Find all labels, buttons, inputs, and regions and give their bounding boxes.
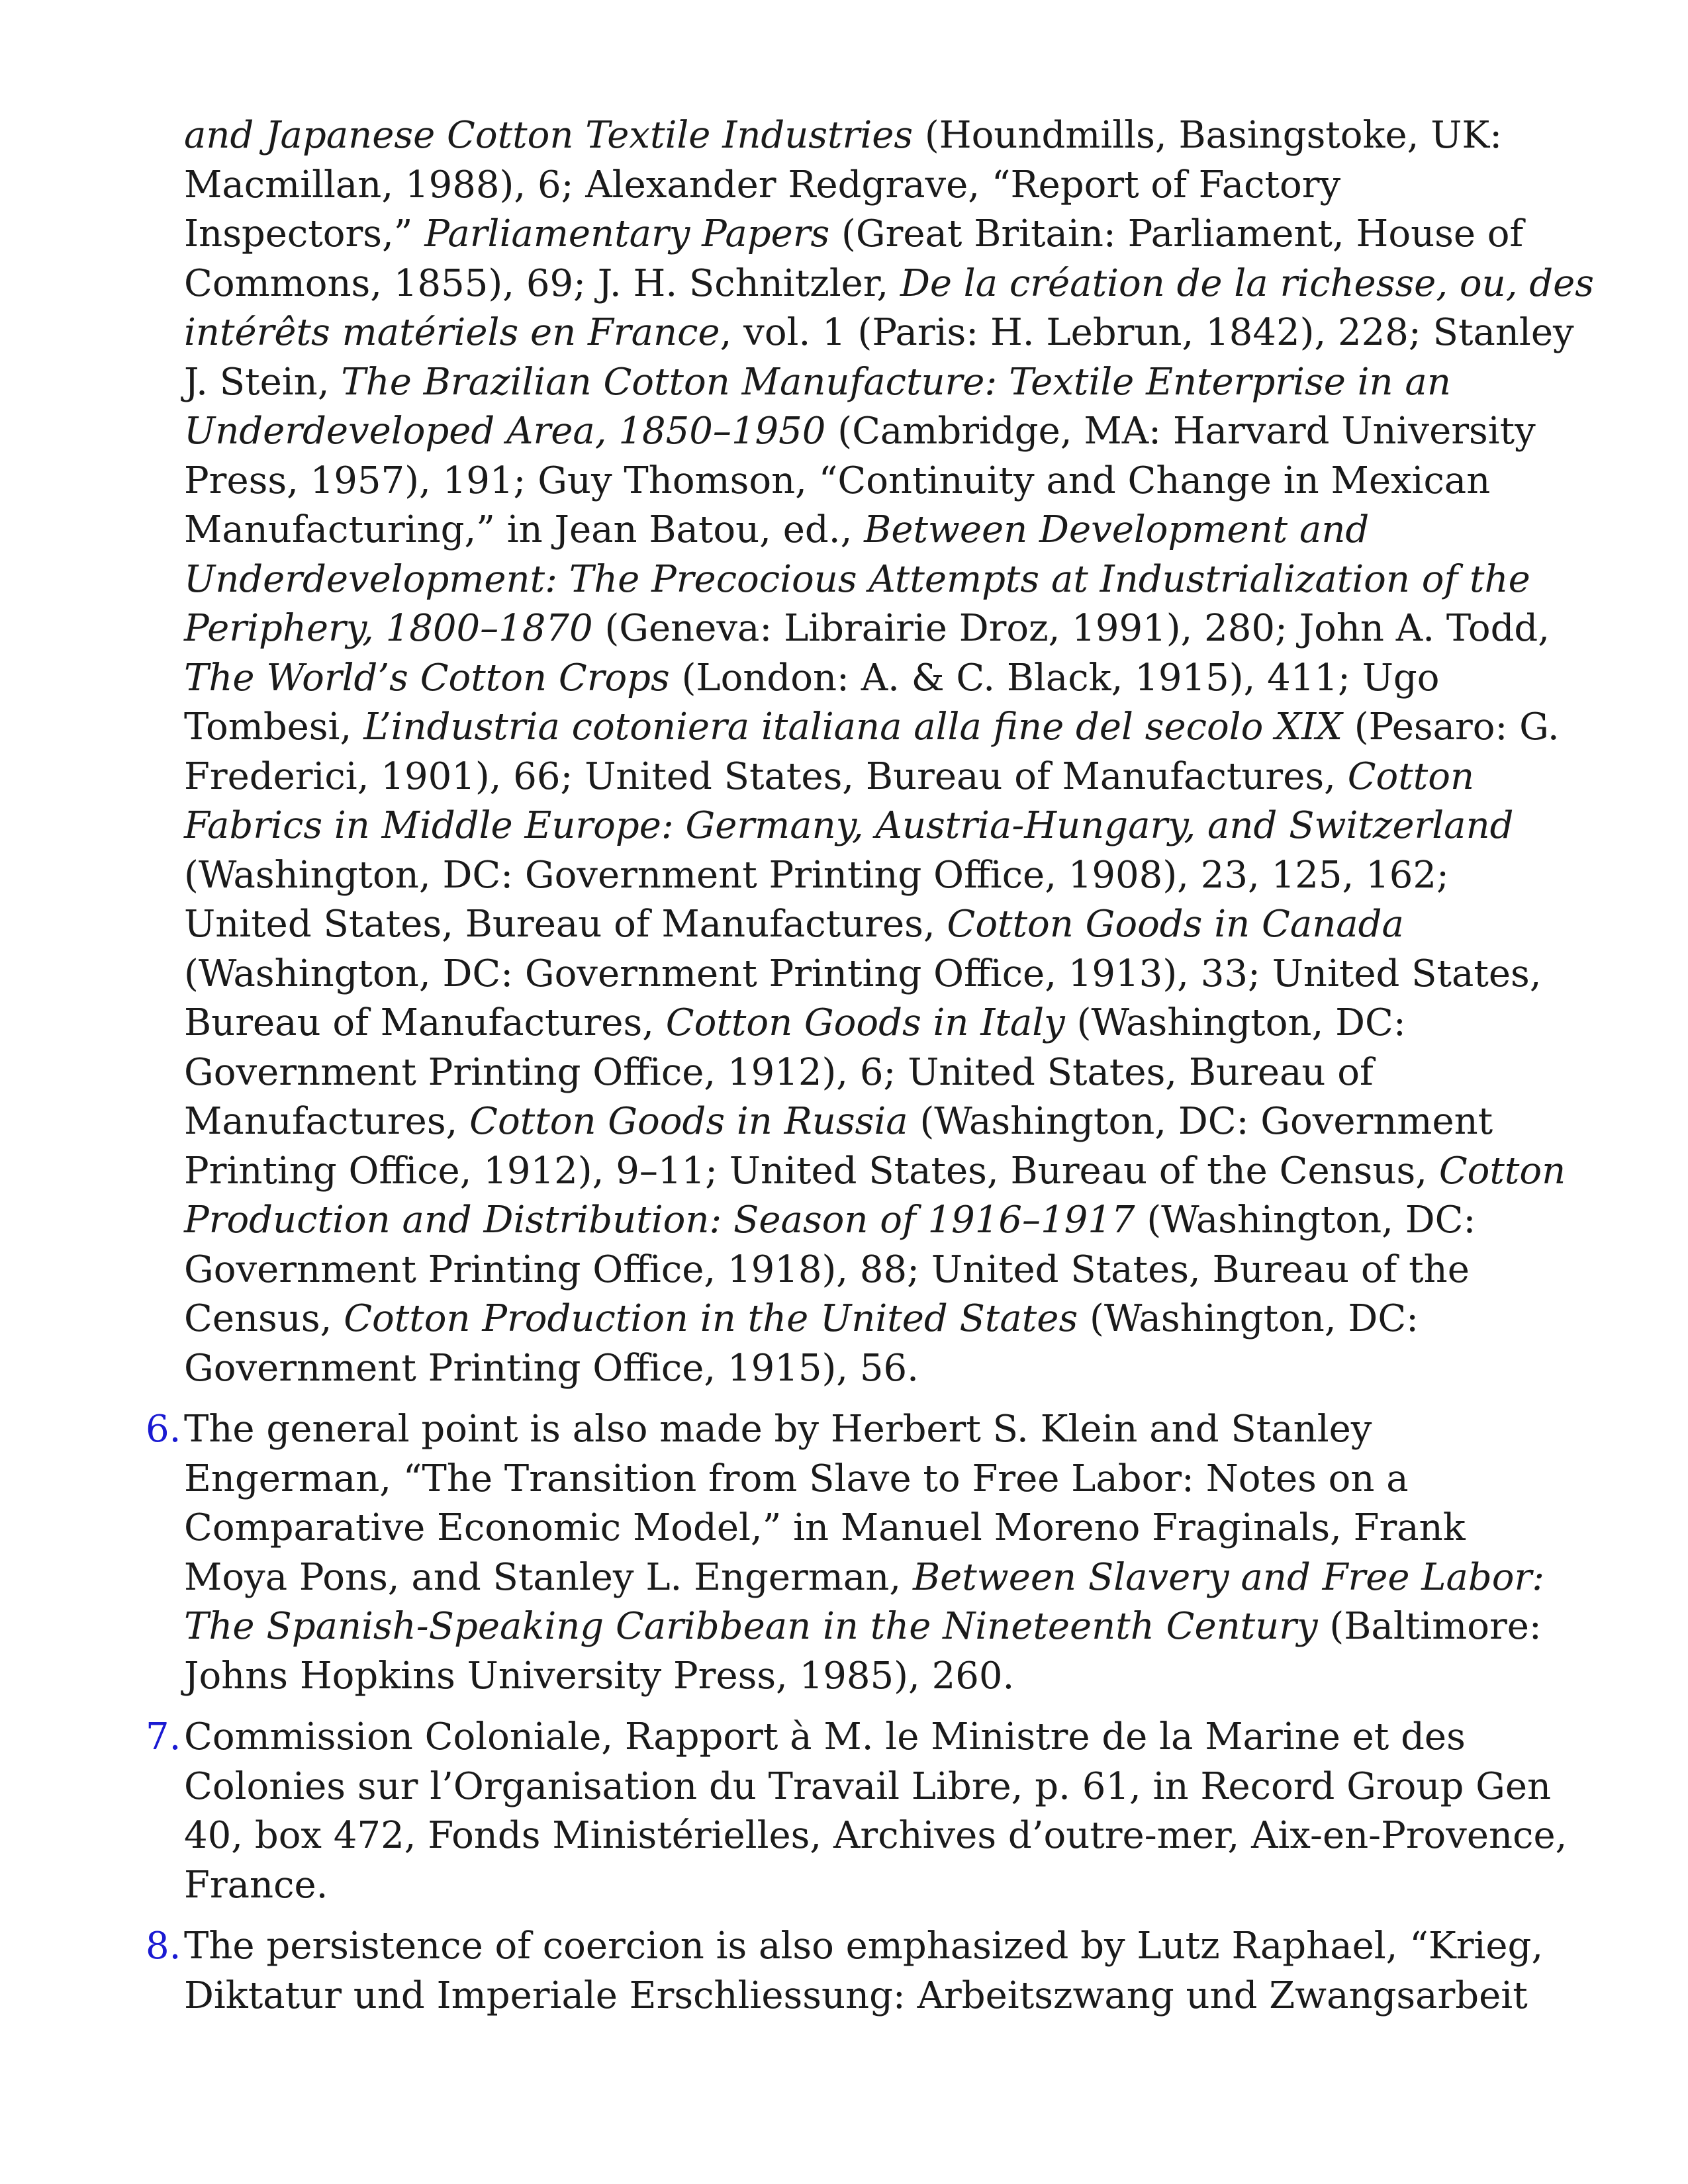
text-line	[184, 506, 1548, 555]
text-line	[184, 1048, 1548, 1098]
italic-title-text: De la création de la richesse, ou, des	[900, 261, 1595, 305]
text-run: (Washington, DC:	[1135, 1199, 1476, 1242]
endnote-continued	[184, 111, 1595, 1393]
text-run: Inspectors,”	[184, 212, 425, 255]
endnote-7	[146, 1713, 1568, 1910]
text-line	[184, 308, 1574, 358]
text-run: (London: A. & C. Black, 1915), 411; Ugo	[669, 656, 1440, 700]
text-line	[184, 703, 1560, 752]
italic-title-text: The World’s Cotton Crops	[184, 656, 670, 700]
text-line	[184, 801, 1548, 851]
text-line	[184, 1504, 1548, 1553]
text-run: France.	[184, 1863, 328, 1907]
text-line	[184, 407, 1548, 457]
endnote-8	[146, 1922, 1548, 2021]
text-line	[184, 457, 1548, 506]
text-run: Printing Office, 1912), 9–11; United States, Bureau of the Census,	[184, 1149, 1439, 1193]
text-run: Commons, 1855), 69; J. H. Schnitzler,	[184, 261, 900, 305]
italic-title-text: Cotton Goods in Canada	[947, 903, 1404, 946]
text-line	[184, 555, 1548, 605]
text-run: J. Stein,	[184, 360, 342, 404]
italic-title-text: Parliamentary Papers	[424, 212, 830, 255]
text-run: Engerman, “The Transition from Slave to Free Labor: Notes on a	[184, 1457, 1409, 1500]
text-line	[184, 604, 1548, 654]
italic-title-text: Between Development and	[864, 508, 1370, 551]
text-run: 40, box 472, Fonds Ministérielles, Archives d’outre-mer, Aix-en-Provence,	[184, 1814, 1568, 1857]
text-line	[184, 1344, 1548, 1394]
italic-title-text: L’industria cotoniera italiana alla fine del secolo XIX	[363, 705, 1342, 749]
text-run: Moya Pons, and Stanley L. Engerman,	[184, 1555, 913, 1599]
text-run: , vol. 1 (Paris: H. Lebrun, 1842), 228; Stanley	[720, 311, 1574, 354]
italic-title-text: and Japanese Cotton Textile Industries	[184, 114, 914, 157]
text-line	[184, 1147, 1566, 1197]
text-run: Bureau of Manufactures,	[184, 1001, 666, 1044]
text-run: (Washington, DC:	[1064, 1001, 1406, 1044]
text-run: Government Printing Office, 1918), 88; United States, Bureau of the	[184, 1248, 1470, 1291]
italic-title-text: Between Slavery and Free Labor:	[912, 1555, 1545, 1599]
text-line	[184, 1861, 1548, 1911]
text-run: (Washington, DC: Government Printing Office, 1908), 23, 125, 162;	[184, 853, 1449, 897]
italic-title-text: Cotton Goods in Russia	[469, 1100, 908, 1143]
text-line	[184, 950, 1548, 999]
text-run: Diktatur und Imperiale Erschliessung: Arbeitszwang und Zwangsarbeit	[184, 1974, 1528, 2017]
text-line	[184, 1652, 1548, 1702]
text-run: (Great Britain: Parliament, House of	[829, 212, 1524, 255]
text-line	[184, 654, 1548, 704]
italic-title-text: Production and Distribution: Season of 1916–1917	[184, 1199, 1135, 1242]
italic-title-text: Cotton Goods in Italy	[665, 1001, 1065, 1044]
endnotes-list	[146, 111, 1595, 2032]
text-run: Comparative Economic Model,” in Manuel Moreno Fraginals, Frank	[184, 1506, 1466, 1549]
text-line	[184, 1553, 1548, 1603]
text-run: Press, 1957), 191; Guy Thomson, “Continuity and Change in Mexican	[184, 459, 1491, 502]
text-run: Government Printing Office, 1915), 56.	[184, 1346, 919, 1390]
text-line	[184, 111, 1548, 161]
text-run: Colonies sur l’Organisation du Travail Libre, p. 61, in Record Group Gen	[184, 1764, 1552, 1808]
text-line	[184, 1972, 1548, 2021]
endnote-number-link[interactable]: 8.	[146, 1925, 181, 1968]
italic-title-text: intérêts matériels en France	[184, 311, 720, 354]
text-run: Frederici, 1901), 66; United States, Bureau of Manufactures,	[184, 754, 1348, 798]
text-run: (Washington, DC: Government	[908, 1100, 1493, 1143]
italic-title-text: Cotton	[1347, 754, 1475, 798]
text-run: (Cambridge, MA: Harvard University	[825, 410, 1536, 453]
text-line	[184, 1602, 1548, 1652]
text-run: United States, Bureau of Manufactures,	[184, 903, 947, 946]
text-line	[184, 1713, 1548, 1762]
text-run: Macmillan, 1988), 6; Alexander Redgrave, “Report of Factory	[184, 163, 1341, 206]
text-run: Johns Hopkins University Press, 1985), 260.	[184, 1654, 1015, 1698]
italic-title-text: Periphery, 1800–1870	[184, 607, 593, 650]
text-run: Census,	[184, 1297, 344, 1340]
text-line	[184, 752, 1548, 802]
italic-title-text: The Brazilian Cotton Manufacture: Textile Enterprise in an	[341, 360, 1451, 404]
text-run: (Baltimore:	[1317, 1605, 1542, 1648]
text-run: The general point is also made by Herbert S. Klein and Stanley	[184, 1408, 1372, 1451]
text-line	[184, 161, 1548, 210]
endnote-number-link[interactable]: 7.	[146, 1715, 181, 1758]
text-line	[184, 1196, 1548, 1246]
text-line	[184, 999, 1548, 1048]
text-line	[184, 851, 1548, 901]
text-line	[184, 1295, 1548, 1344]
text-line	[184, 1811, 1568, 1861]
italic-title-text: The Spanish-Speaking Caribbean in the Nineteenth Century	[184, 1605, 1318, 1648]
text-run: Commission Coloniale, Rapport à M. le Ministre de la Marine et des	[184, 1715, 1466, 1758]
text-line	[184, 1922, 1548, 1972]
text-run: Manufactures,	[184, 1100, 470, 1143]
text-run: Manufacturing,” in Jean Batou, ed.,	[184, 508, 865, 551]
text-line	[184, 900, 1548, 950]
text-run: (Pesaro: G.	[1342, 705, 1560, 749]
text-line	[184, 1762, 1552, 1812]
italic-title-text: Cotton Production in the United States	[344, 1297, 1078, 1340]
text-line	[184, 1097, 1548, 1147]
text-line	[184, 1405, 1548, 1455]
italic-title-text: Underdevelopment: The Precocious Attempts at Industrialization of the	[184, 557, 1530, 601]
text-run: Tombesi,	[184, 705, 364, 749]
italic-title-text: Cotton	[1438, 1149, 1566, 1193]
endnote-number-link[interactable]: 6.	[146, 1408, 181, 1451]
italic-title-text: Fabrics in Middle Europe: Germany, Austria-Hungary, and Switzerland	[184, 804, 1514, 847]
text-line	[184, 210, 1548, 259]
endnote-6	[146, 1405, 1548, 1701]
text-run: Government Printing Office, 1912), 6; United States, Bureau of	[184, 1050, 1374, 1094]
text-run: The persistence of coercion is also emphasized by Lutz Raphael, “Krieg,	[184, 1925, 1544, 1968]
italic-title-text: Underdeveloped Area, 1850–1950	[184, 410, 826, 453]
text-run: (Houndmills, Basingstoke, UK:	[913, 114, 1503, 157]
text-line	[184, 259, 1595, 309]
text-run: (Washington, DC:	[1078, 1297, 1419, 1340]
text-line	[184, 1246, 1548, 1295]
text-run: (Washington, DC: Government Printing Office, 1913), 33; United States,	[184, 952, 1542, 995]
text-run: (Geneva: Librairie Droz, 1991), 280; John A. Todd,	[592, 607, 1550, 650]
text-line	[184, 1455, 1548, 1504]
text-line	[184, 358, 1548, 408]
